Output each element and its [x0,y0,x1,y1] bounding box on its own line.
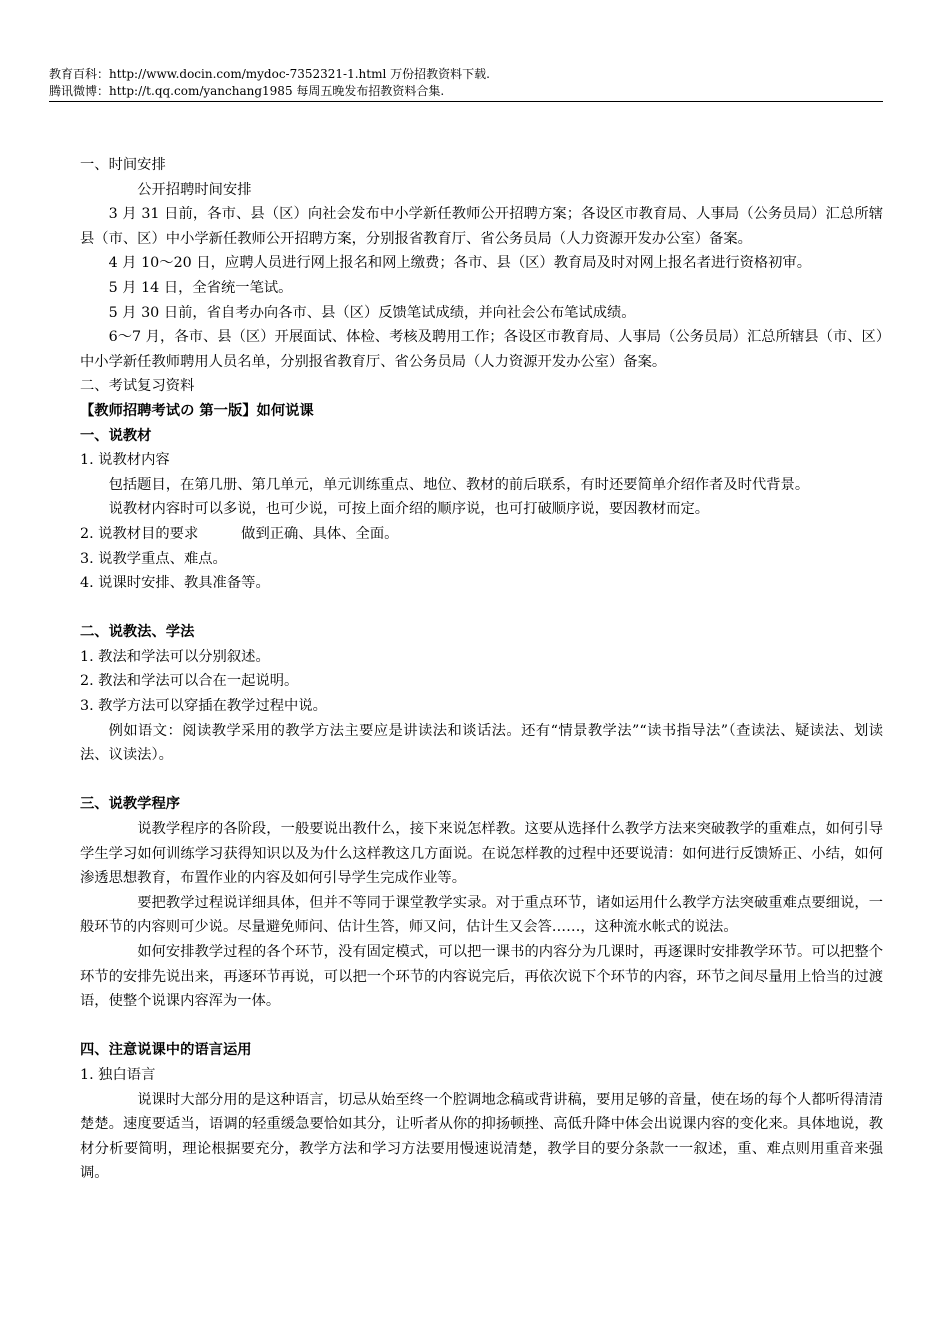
part-heading-procedure: 三、说教学程序 [80,796,181,813]
part-heading-language: 四、注意说课中的语言运用 [80,1042,252,1059]
list-item: 1. 独白语言 [80,1066,156,1083]
list-item: 2. 教法和学法可以合在一起说明。 [80,673,299,690]
list-item: 4. 说课时安排、教具准备等。 [80,575,270,592]
list-item: 1. 教法和学法可以分别叙述。 [80,648,270,665]
list-item-label: 2. 说教材目的要求 [80,525,199,542]
section-heading-schedule: 一、时间安排 [80,157,166,173]
schedule-paragraph-1: 3 月 31 日前，各市、县（区）向社会发布中小学新任教师公开招聘方案；各设区市教育局、人事局（公务员局）汇总所辖县（市、区）中小学新任教师公开招聘方案，分别报省教育厅、省公务员局（人力资源开发办公室）备案。 [80,206,883,247]
page-header [49,66,883,100]
list-item: 3. 说教学重点、难点。 [80,550,227,567]
paragraph: 包括题目，在第几册、第几单元，单元训练重点、地位、教材的前后联系，有时还要简单介绍作者及时代背景。 [108,476,810,493]
schedule-paragraph-5: 6～7 月，各市、县（区）开展面试、体检、考核及聘用工作；各设区市教育局、人事局（公务员局）汇总所辖县（市、区）中小学新任教师聘用人员名单，分别报省教育厅、省公务员局（人力资源开发办公室）备案。 [80,329,883,370]
paragraph: 说教学程序的各阶段，一般要说出教什么，接下来说怎样教。这要从选择什么教学方法来突破教学的重难点，如何引导学生学习如何训练学习获得知识以及为什么这样教这几方面说。在说怎样教的过程中还要说清：如何进行反馈矫正、小结，如何渗透思想教育，布置作业的内容及如何引导学生完成作业等。 [80,821,883,887]
header-line-docin: 教育百科：http://www.docin.com/mydoc-7352321-1.html 万份招教资料下载. [49,67,490,81]
paragraph: 要把教学过程说详细具体，但并不等同于课堂教学实录。对于重点环节，诸如运用什么教学方法突破重难点要细说，一般环节的内容则可少说。尽量避免师问、估计生答，师又问，估计生又会答……，这种流水帐式的说法。 [80,894,883,936]
document-title: 【教师招聘考试の 第一版】如何说课 [80,402,314,419]
schedule-title: 公开招聘时间安排 [137,181,252,198]
schedule-paragraph-3: 5 月 14 日，全省统一笔试。 [108,279,293,296]
schedule-paragraph-4: 5 月 30 日前，省自考办向各市、县（区）反馈笔试成绩，并向社会公布笔试成绩。 [108,304,636,321]
document-body [80,153,883,1186]
header-divider [49,101,883,102]
list-item: 3. 教学方法可以穿插在教学过程中说。 [80,698,327,715]
header-line-weibo: 腾讯微博：http://t.qq.com/yanchang1985 每周五晚发布招教资料合集. [49,84,445,98]
schedule-paragraph-2: 4 月 10～20 日，应聘人员进行网上报名和网上缴费；各市、县（区）教育局及时对网上报名者进行资格初审。 [108,255,812,272]
list-item-note: 做到正确、具体、全面。 [241,525,399,542]
paragraph: 说教材内容时可以多说，也可少说，可按上面介绍的顺序说，也可打破顺序说，要因教材而定。 [108,501,710,518]
part-heading-methods: 二、说教法、学法 [80,624,195,641]
paragraph: 例如语文：阅读教学采用的教学方法主要应是讲读法和谈话法。还有“情景教学法”“读书指导法”（查读法、疑读法、划读法、议读法）。 [80,722,883,764]
paragraph: 如何安排教学过程的各个环节，没有固定模式，可以把一课书的内容分为几课时，再逐课时安排教学环节。可以把整个环节的安排先说出来，再逐环节再说，可以把一个环节的内容说完后，再依次说下个环节的内容，环节之间尽量用上恰当的过渡语，使整个说课内容浑为一体。 [80,944,883,1010]
part-heading-textbook: 一、说教材 [80,427,152,444]
paragraph: 说课时大部分用的是这种语言，切忌从始至终一个腔调地念稿或背讲稿，要用足够的音量，使在场的每个人都听得清清楚楚。速度要适当，语调的轻重缓急要恰如其分，让听者从你的抑扬顿挫、高低升降中体会出说课内容的变化来。具体地说，教材分析要简明，理论根据要充分，教学方法和学习方法要用慢速说清楚，教学目的要分条款一一叙述，重、难点则用重音来强调。 [80,1091,883,1182]
list-item: 1. 说教材内容 [80,452,170,469]
section-heading-review: 二、考试复习资料 [80,378,195,395]
list-item [80,522,883,547]
